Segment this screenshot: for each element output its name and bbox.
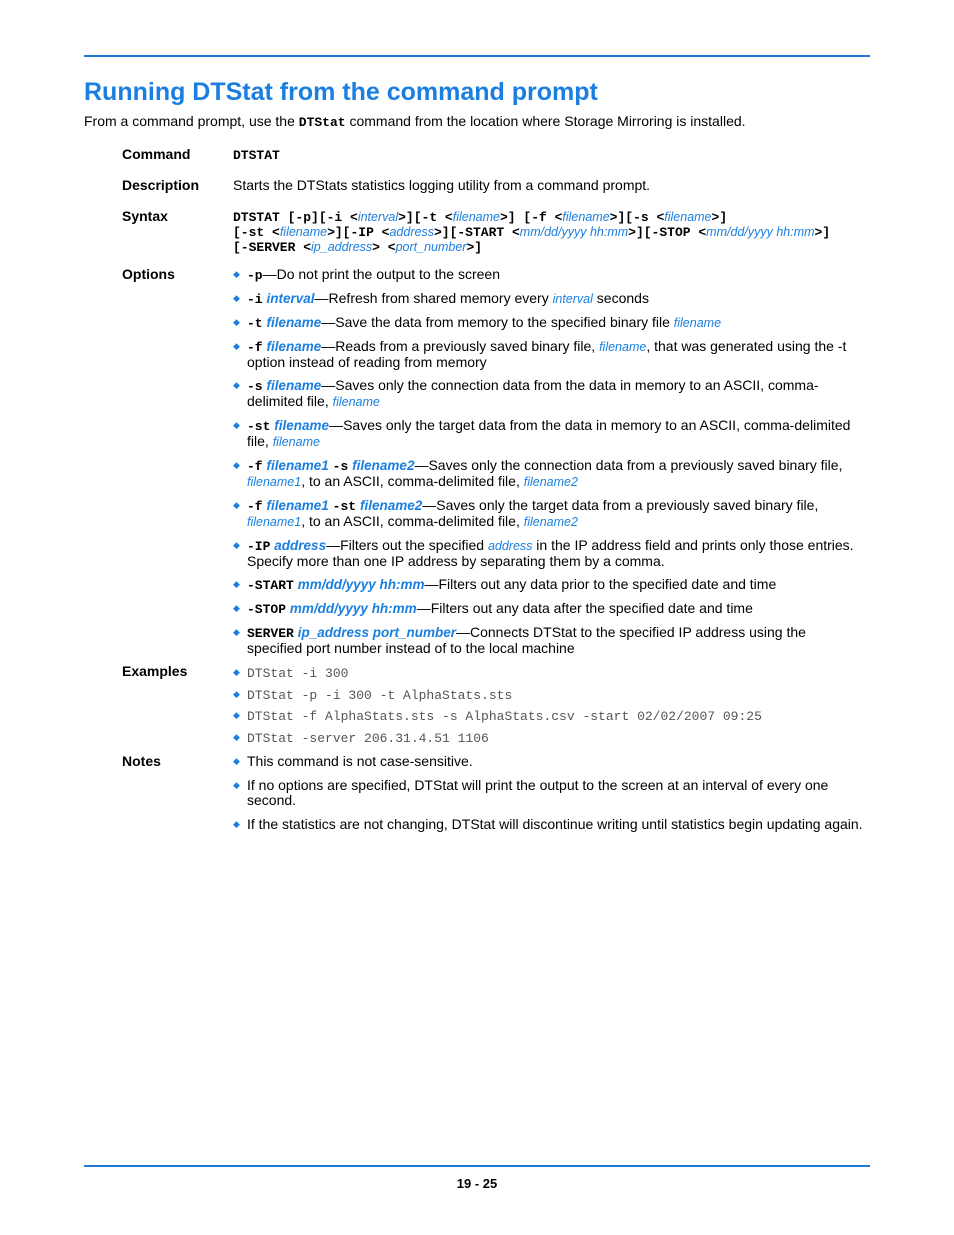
examples-label: Examples [122,663,188,679]
syntax-label: Syntax [122,208,168,224]
option-start: ◆ -START mm/dd/yyyy hh:mm—Filters out any data prior to the specified date and time [233,577,863,593]
syntax-line-1: DTSTAT [-p][-i <interval>][-t <filename>] [-f <filename>][-s <filename>] [233,210,728,225]
description-value: Starts the DTStats statistics logging utility from a command prompt. [233,177,651,193]
options-label: Options [122,266,175,282]
page-number: 19 - 25 [456,1176,498,1191]
syntax-line-3: [-SERVER <ip_address> <port_number>] [233,240,483,255]
command-label: Command [122,146,191,162]
bottom-rule [84,1165,870,1167]
description-label: Description [122,177,200,193]
option-ip: ◆ -IP address—Filters out the specified address in the IP address field and prints only those entries. Specify more than one IP address by separating them by a comma. [233,538,863,569]
example-item: ◆ DTStat -p -i 300 -t AlphaStats.sts [233,687,863,703]
top-rule [84,55,870,57]
option-f-st: ◆ -f filename1 -st filename2—Saves only the target data from a previously saved binary file, filename1, to an ASCII, comma-delimited file, filename2 [233,498,863,530]
examples-list-container [233,665,863,751]
note-item: ◆ If the statistics are not changing, DTStat will discontinue writing until statistics begin updating again. [233,817,863,832]
intro-paragraph: From a command prompt, use the DTStat command from the location where Storage Mirroring is installed. [84,113,746,130]
example-item: ◆ DTStat -f AlphaStats.sts -s AlphaStats.csv -start 02/02/2007 09:25 [233,708,863,724]
notes-list [233,754,863,832]
options-list [233,267,863,656]
option-server: ◆ SERVER ip_address port_number—Connects DTStat to the specified IP address using the specified port number instead of to the local machine [233,625,863,656]
example-item: ◆ DTStat -server 206.31.4.51 1106 [233,730,863,746]
option-t: ◆ -t filename—Save the data from memory to the specified binary file filename [233,315,863,331]
option-p: ◆ -p—Do not print the output to the screen [233,267,863,283]
syntax-block [233,210,863,255]
option-stop: ◆ -STOP mm/dd/yyyy hh:mm—Filters out any data after the specified date and time [233,601,863,617]
option-i: ◆ -i interval—Refresh from shared memory every interval seconds [233,291,863,307]
page-title: Running DTStat from the command prompt [84,78,598,106]
example-item: ◆ DTStat -i 300 [233,665,863,681]
option-f: ◆ -f filename—Reads from a previously saved binary file, filename, that was generated using the -t option instead of reading from memory [233,339,863,370]
notes-list-container [233,754,863,841]
note-item: ◆ If no options are specified, DTStat will print the output to the screen at an interval of every one second. [233,778,863,808]
options-list-container [233,267,863,664]
note-item: ◆ This command is not case-sensitive. [233,754,863,769]
syntax-line-2: [-st <filename>][-IP <address>][-START <mm/dd/yyyy hh:mm>][-STOP <mm/dd/yyyy hh:mm>] [233,225,831,240]
option-st: ◆ -st filename—Saves only the target data from the data in memory to an ASCII, comma-delimited file, filename [233,418,863,450]
notes-label: Notes [122,753,161,769]
option-s: ◆ -s filename—Saves only the connection data from the data in memory to an ASCII, comma-delimited file, filename [233,378,863,410]
option-f-s: ◆ -f filename1 -s filename2—Saves only the connection data from a previously saved binary file, filename1, to an ASCII, comma-delimited file, filename2 [233,458,863,490]
command-value: DTSTAT [233,148,280,163]
examples-list [233,665,863,746]
